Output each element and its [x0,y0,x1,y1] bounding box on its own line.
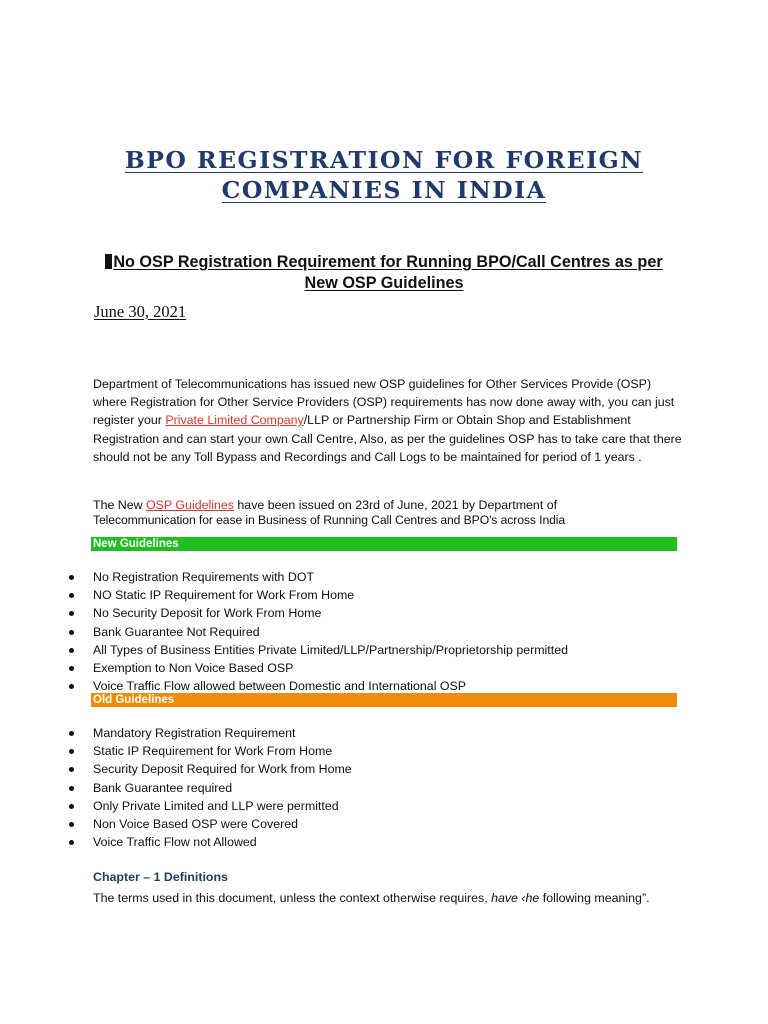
list-item-text: Non Voice Based OSP were Covered [93,816,299,831]
bullet-icon [69,630,74,635]
list-item [0,815,352,833]
bullet-icon [69,804,74,809]
list-item [0,742,352,760]
bullet-icon [69,731,74,736]
list-item-text: Bank Guarantee Not Required [93,624,260,639]
bullet-icon [69,666,74,671]
definitions-text-italic: have ‹he [491,891,540,905]
definitions-text-part1: The terms used in this document, unless the context otherwise requires, [93,891,492,905]
subheading-text: No OSP Registration Requirement for Running BPO/Call Centres as per New OSP Guidelines [113,253,663,292]
bullet-icon [69,684,74,689]
bullet-icon [69,840,74,845]
list-item [0,797,352,815]
old-guidelines-list [0,724,352,851]
list-item [0,586,568,604]
old-guidelines-heading: Old Guidelines [91,693,677,707]
page-title-line2: COMPANIES IN INDIA [221,176,547,204]
definitions-text-part2: following meaning”. [539,891,650,905]
page-title [100,145,668,205]
bullet-icon [69,648,74,653]
intro-paragraph [93,375,683,466]
list-item-text: Mandatory Registration Requirement [93,726,296,740]
list-item-text: Bank Guarantee required [93,780,233,795]
list-item [0,833,352,851]
list-item-text: No Registration Requirements with DOT [93,570,315,584]
list-item-text: Voice Traffic Flow not Allowed [93,835,257,850]
publish-date: June 30, 2021 [94,302,187,321]
list-item-text: No Security Deposit for Work From Home [93,606,322,621]
bullet-icon [69,767,74,772]
list-item-text: Only Private Limited and LLP were permitted [93,798,339,813]
private-limited-company-link[interactable]: Private Limited Company [165,413,304,428]
new-guidelines-list [0,568,568,695]
new-guidelines-heading: New Guidelines [91,537,677,551]
definitions-paragraph [93,891,650,905]
list-item [0,568,568,586]
intro-text-part1: Department of Telecommunications has issued new OSP guidelines for Other Services Provide (OSP) where Registration for Other Service Providers (OSP) requirements has now done away with, you can just register your [93,377,675,428]
list-item-text: Static IP Requirement for Work From Home [93,744,333,759]
bullet-icon [69,786,74,791]
list-item-text: Exemption to Non Voice Based OSP [93,660,294,675]
bullet-icon [69,593,74,598]
osp-guidelines-link[interactable]: OSP Guidelines [146,498,234,512]
list-item [0,779,352,797]
list-item [0,760,352,778]
list-item-text: Voice Traffic Flow allowed between Domestic and International OSP [93,679,467,694]
bullet-icon [69,749,74,754]
bullet-icon [69,611,74,616]
intro-text-part2: /LLP or Partnership Firm or Obtain Shop and Establishment Registration and can start your own Call Centre, Also, as per the guidelines OSP has to take care that there should not be any Toll Bypass and Recordings and Call Logs to be maintained for period of 1 years . [93,413,682,464]
guidelines-paragraph [93,498,683,528]
guidelines-text-part1: The New [93,498,147,512]
list-item-text: All Types of Business Entities Private Limited/LLP/Partnership/Proprietorship permitted [93,642,568,657]
list-item [0,641,568,659]
bullet-icon [69,822,74,827]
text-cursor-icon [105,254,112,269]
list-item-text: NO Static IP Requirement for Work From Home [93,588,355,603]
list-item-text: Security Deposit Required for Work from Home [93,762,352,777]
subheading [96,252,672,294]
page-title-line1: BPO REGISTRATION FOR FOREIGN [124,146,644,174]
list-item [0,659,568,677]
list-item [0,724,352,742]
bullet-icon [69,575,74,580]
list-item [0,623,568,641]
guidelines-text-part2: have been issued on 23rd of June, 2021 by Department of [233,498,558,512]
guidelines-text-line2: Telecommunication for ease in Business of Running Call Centres and BPO's across India [93,513,566,527]
chapter-heading: Chapter – 1 Definitions [93,870,228,884]
list-item [0,604,568,622]
